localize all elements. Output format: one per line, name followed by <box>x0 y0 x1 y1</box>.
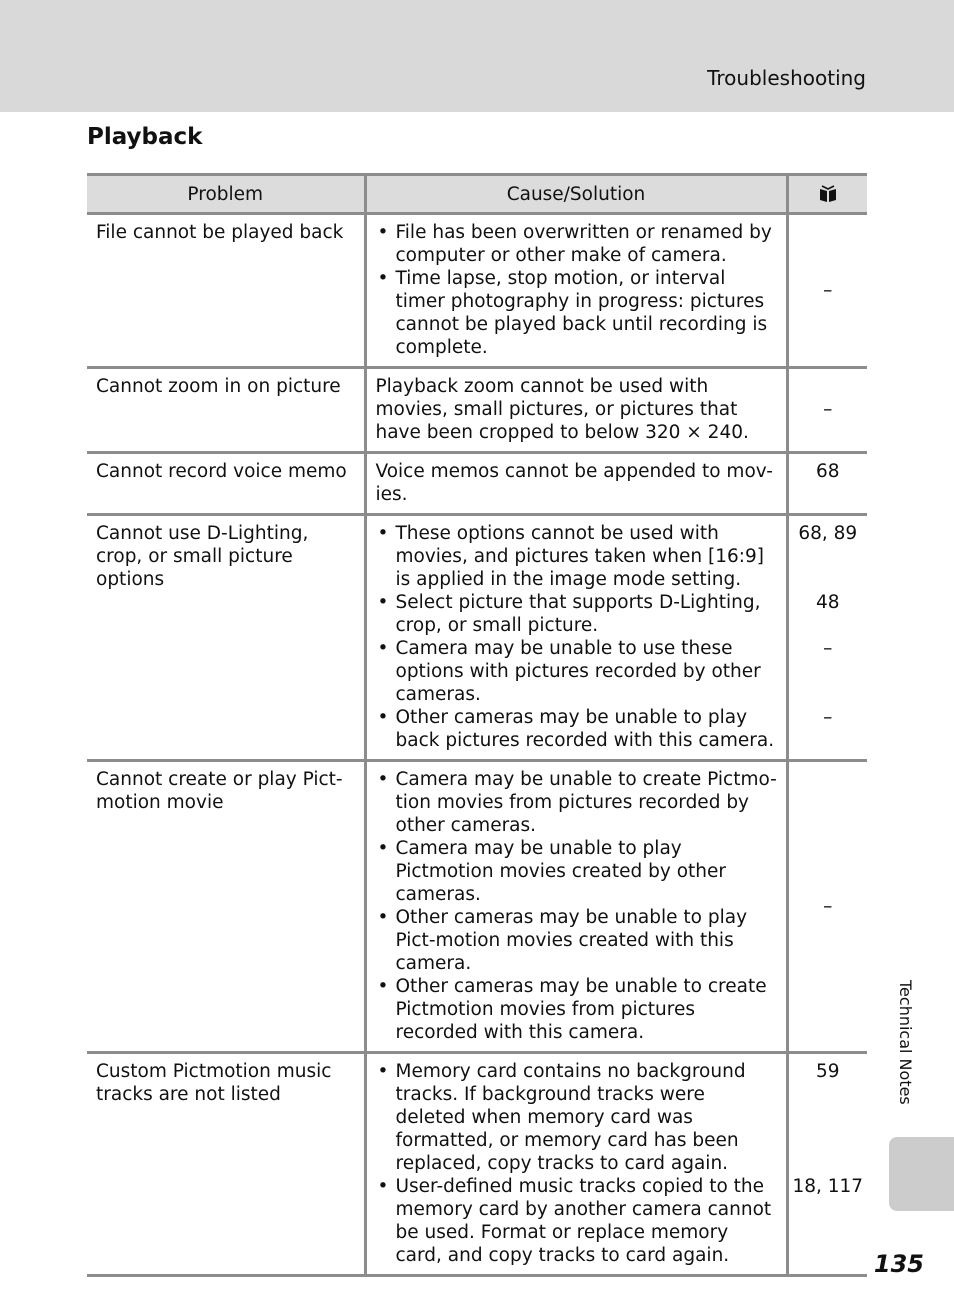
cause-item: • Other cameras may be unable to create Pictmotion movies from pictures recorded with this camera. <box>376 975 778 1044</box>
cause-cell <box>365 515 787 761</box>
reference-cell: – <box>787 761 867 1053</box>
troubleshooting-table <box>87 173 867 1277</box>
reference-value: 59 <box>815 1061 840 1082</box>
page-number: 135 <box>873 1250 924 1278</box>
cause-cell: Voice memos cannot be appended to mov-ies. <box>365 453 787 515</box>
table-row <box>87 1053 867 1276</box>
book-reference-icon <box>819 185 837 203</box>
column-header-cause: Cause/Solution <box>365 175 787 214</box>
cause-item: • Other cameras may be unable to play Pict-motion movies created with this camera. <box>376 906 778 975</box>
table-header-row <box>87 175 867 214</box>
table-row <box>87 368 867 453</box>
problem-cell: Cannot zoom in on picture <box>87 368 365 453</box>
column-header-reference <box>787 175 867 214</box>
cause-item: • Memory card contains no background tracks. If background tracks were deleted when memory card was formatted, or memory card has been replaced, copy tracks to card again. <box>376 1060 778 1175</box>
table-row <box>87 515 867 761</box>
cause-item: • Other cameras may be unable to play back pictures recorded with this camera. <box>376 706 778 752</box>
running-header-title: Troubleshooting <box>707 66 866 90</box>
reference-cell <box>787 515 867 761</box>
problem-cell: File cannot be played back <box>87 214 365 368</box>
cause-list <box>376 1060 778 1267</box>
table-row <box>87 761 867 1053</box>
reference-value: – <box>823 638 833 659</box>
reference-cell: – <box>787 214 867 368</box>
reference-value: 18, 117 <box>792 1176 864 1197</box>
cause-item: • User-defined music tracks copied to the memory card by another camera cannot be used. Format or replace memory card, and copy tracks to card again. <box>376 1175 778 1267</box>
reference-value: 68, 89 <box>798 523 858 544</box>
reference-cell: – <box>787 368 867 453</box>
cause-item: • These options cannot be used with movies, and pictures taken when [16:9] is applied in the image mode setting. <box>376 522 778 591</box>
column-header-problem: Problem <box>87 175 365 214</box>
cause-list <box>376 522 778 752</box>
cause-list <box>376 768 778 1044</box>
reference-cell <box>787 1053 867 1276</box>
side-tab <box>889 1137 954 1211</box>
cause-item: • Camera may be unable to play Pictmotion movies created by other cameras. <box>376 837 778 906</box>
problem-cell: Cannot use D-Lighting, crop, or small picture options <box>87 515 365 761</box>
reference-value: 48 <box>815 592 840 613</box>
problem-cell: Cannot create or play Pict-motion movie <box>87 761 365 1053</box>
cause-cell <box>365 761 787 1053</box>
table-row <box>87 214 867 368</box>
header-band <box>0 0 954 112</box>
cause-cell: Playback zoom cannot be used with movies, small pictures, or pictures that have been cropped to below 320 × 240. <box>365 368 787 453</box>
cause-cell <box>365 214 787 368</box>
cause-item: • Time lapse, stop motion, or interval timer photography in progress: pictures cannot be played back until recording is complete. <box>376 267 778 359</box>
problem-cell: Cannot record voice memo <box>87 453 365 515</box>
cause-item: • Camera may be unable to use these options with pictures recorded by other cameras. <box>376 637 778 706</box>
table-row <box>87 453 867 515</box>
cause-item: • File has been overwritten or renamed by computer or other make of camera. <box>376 221 778 267</box>
cause-list <box>376 221 778 359</box>
reference-cell: 68 <box>787 453 867 515</box>
problem-cell: Custom Pictmotion music tracks are not listed <box>87 1053 365 1276</box>
section-title: Playback <box>87 124 203 150</box>
side-tab-label: Technical Notes <box>896 980 915 1105</box>
cause-item: • Select picture that supports D-Lighting, crop, or small picture. <box>376 591 778 637</box>
cause-item: • Camera may be unable to create Pictmo-tion movies from pictures recorded by other cameras. <box>376 768 778 837</box>
reference-value: – <box>823 707 833 728</box>
cause-cell <box>365 1053 787 1276</box>
